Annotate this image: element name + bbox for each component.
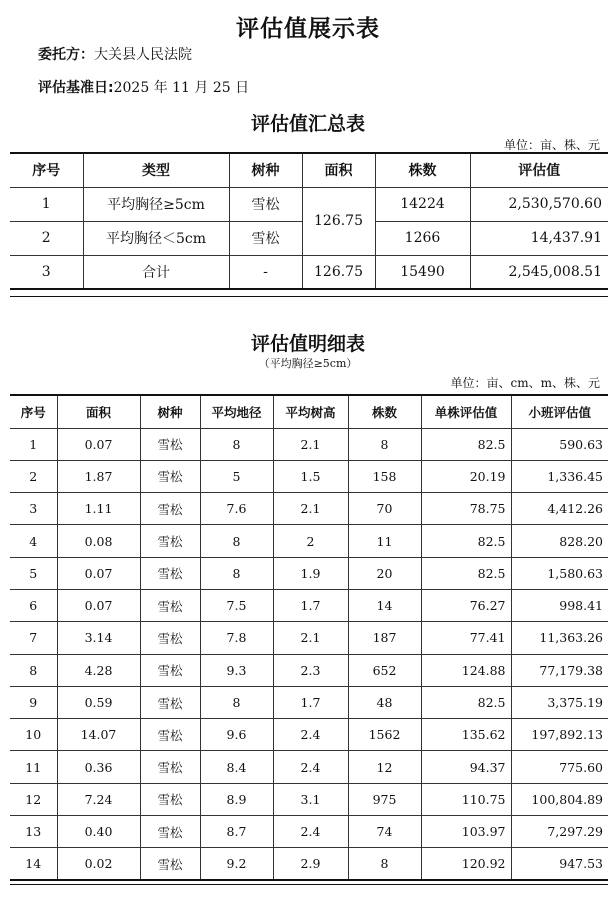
- detail-cell-no: 10: [10, 719, 57, 751]
- detail-header-area: 面积: [57, 395, 140, 428]
- detail-cell-no: 9: [10, 686, 57, 718]
- summary-unit: 单位：亩、株、元: [503, 138, 600, 152]
- summary-cell-area-merged: 126.75: [302, 187, 375, 255]
- client-value: 大关县人民法院: [94, 47, 192, 63]
- detail-cell-area: 4.28: [57, 654, 140, 686]
- summary-header-type: 类型: [83, 153, 229, 187]
- detail-cell-species: 雪松: [140, 622, 200, 654]
- detail-cell-count: 14: [348, 589, 421, 621]
- detail-cell-plot-value: 197,892.13: [511, 719, 608, 751]
- summary-header-species: 树种: [229, 153, 302, 187]
- detail-row: [10, 493, 608, 525]
- detail-header-row: [10, 395, 608, 428]
- detail-cell-ground-diameter: 7.6: [200, 493, 273, 525]
- detail-cell-species: 雪松: [140, 686, 200, 718]
- detail-row: [10, 460, 608, 492]
- detail-cell-unit-value: 135.62: [421, 719, 511, 751]
- detail-cell-no: 6: [10, 589, 57, 621]
- detail-row: [10, 557, 608, 589]
- summary-title: 评估值汇总表: [250, 113, 365, 135]
- detail-cell-ground-diameter: 7.5: [200, 589, 273, 621]
- detail-cell-plot-value: 1,336.45: [511, 460, 608, 492]
- detail-cell-plot-value: 998.41: [511, 589, 608, 621]
- detail-cell-unit-value: 124.88: [421, 654, 511, 686]
- detail-cell-count: 975: [348, 783, 421, 815]
- summary-total-type: 合计: [83, 255, 229, 289]
- summary-cell-species: 雪松: [229, 221, 302, 255]
- summary-header-value: 评估值: [470, 153, 608, 187]
- detail-cell-area: 0.07: [57, 557, 140, 589]
- detail-cell-no: 7: [10, 622, 57, 654]
- detail-double-rule: [10, 884, 608, 885]
- detail-cell-species: 雪松: [140, 751, 200, 783]
- detail-cell-area: 0.07: [57, 428, 140, 460]
- summary-cell-type: 平均胸径≥5cm: [83, 187, 229, 221]
- detail-cell-height: 2.4: [273, 816, 348, 848]
- detail-cell-no: 11: [10, 751, 57, 783]
- detail-cell-ground-diameter: 8.9: [200, 783, 273, 815]
- detail-row: [10, 428, 608, 460]
- detail-cell-area: 0.40: [57, 816, 140, 848]
- detail-cell-species: 雪松: [140, 493, 200, 525]
- summary-total-area: 126.75: [302, 255, 375, 289]
- detail-cell-species: 雪松: [140, 783, 200, 815]
- detail-cell-area: 0.07: [57, 589, 140, 621]
- detail-cell-area: 0.36: [57, 751, 140, 783]
- detail-cell-plot-value: 947.53: [511, 848, 608, 880]
- detail-cell-height: 2.1: [273, 428, 348, 460]
- detail-header-count: 株数: [348, 395, 421, 428]
- detail-row: [10, 848, 608, 880]
- detail-cell-count: 158: [348, 460, 421, 492]
- detail-cell-no: 8: [10, 654, 57, 686]
- detail-cell-count: 48: [348, 686, 421, 718]
- detail-cell-height: 2.4: [273, 719, 348, 751]
- detail-cell-plot-value: 100,804.89: [511, 783, 608, 815]
- detail-cell-height: 2.9: [273, 848, 348, 880]
- detail-cell-area: 1.11: [57, 493, 140, 525]
- detail-cell-plot-value: 828.20: [511, 525, 608, 557]
- detail-body: [10, 428, 608, 880]
- detail-cell-ground-diameter: 5: [200, 460, 273, 492]
- detail-cell-unit-value: 103.97: [421, 816, 511, 848]
- detail-cell-ground-diameter: 9.3: [200, 654, 273, 686]
- basedate-label: 评估基准日:: [38, 80, 114, 96]
- detail-cell-unit-value: 120.92: [421, 848, 511, 880]
- summary-header-no: 序号: [10, 153, 83, 187]
- detail-cell-ground-diameter: 8: [200, 525, 273, 557]
- detail-cell-no: 1: [10, 428, 57, 460]
- detail-row: [10, 751, 608, 783]
- summary-cell-no: 2: [10, 221, 83, 255]
- detail-cell-species: 雪松: [140, 589, 200, 621]
- detail-cell-height: 1.5: [273, 460, 348, 492]
- detail-cell-ground-diameter: 8: [200, 686, 273, 718]
- detail-cell-species: 雪松: [140, 719, 200, 751]
- detail-cell-species: 雪松: [140, 460, 200, 492]
- summary-cell-species: 雪松: [229, 187, 302, 221]
- summary-total-species: -: [229, 255, 302, 289]
- detail-row: [10, 654, 608, 686]
- detail-cell-height: 1.7: [273, 686, 348, 718]
- basedate-line: [38, 77, 249, 97]
- detail-row: [10, 816, 608, 848]
- detail-row: [10, 589, 608, 621]
- detail-cell-height: 3.1: [273, 783, 348, 815]
- detail-header-species: 树种: [140, 395, 200, 428]
- detail-header-ground-diameter: 平均地径: [200, 395, 273, 428]
- detail-cell-count: 74: [348, 816, 421, 848]
- summary-table: [10, 152, 608, 290]
- summary-total-row: [10, 255, 608, 289]
- detail-cell-ground-diameter: 8: [200, 557, 273, 589]
- detail-cell-no: 12: [10, 783, 57, 815]
- detail-cell-unit-value: 82.5: [421, 557, 511, 589]
- detail-header-no: 序号: [10, 395, 57, 428]
- detail-cell-unit-value: 77.41: [421, 622, 511, 654]
- client-label: 委托方：: [38, 47, 94, 63]
- detail-cell-count: 8: [348, 848, 421, 880]
- detail-cell-ground-diameter: 9.2: [200, 848, 273, 880]
- detail-cell-unit-value: 82.5: [421, 525, 511, 557]
- detail-cell-species: 雪松: [140, 557, 200, 589]
- detail-note: （平均胸径≥5cm）: [258, 357, 358, 370]
- summary-cell-type: 平均胸径＜5cm: [83, 221, 229, 255]
- detail-cell-count: 11: [348, 525, 421, 557]
- detail-cell-ground-diameter: 8: [200, 428, 273, 460]
- detail-cell-area: 3.14: [57, 622, 140, 654]
- detail-row: [10, 783, 608, 815]
- summary-total-value: 2,545,008.51: [470, 255, 608, 289]
- client-line: [38, 44, 192, 64]
- detail-cell-no: 14: [10, 848, 57, 880]
- summary-double-rule: [10, 296, 608, 297]
- detail-cell-plot-value: 1,580.63: [511, 557, 608, 589]
- detail-cell-no: 3: [10, 493, 57, 525]
- detail-cell-count: 1562: [348, 719, 421, 751]
- detail-cell-unit-value: 94.37: [421, 751, 511, 783]
- detail-header-plot-value: 小班评估值: [511, 395, 608, 428]
- detail-row: [10, 719, 608, 751]
- detail-cell-area: 0.02: [57, 848, 140, 880]
- summary-cell-value: 2,530,570.60: [470, 187, 608, 221]
- detail-cell-count: 8: [348, 428, 421, 460]
- detail-unit: 单位：亩、cm、m、株、元: [450, 376, 600, 390]
- summary-cell-count: 1266: [375, 221, 470, 255]
- detail-cell-ground-diameter: 8.7: [200, 816, 273, 848]
- detail-cell-height: 2.1: [273, 493, 348, 525]
- detail-cell-area: 7.24: [57, 783, 140, 815]
- detail-cell-plot-value: 7,297.29: [511, 816, 608, 848]
- summary-total-count: 15490: [375, 255, 470, 289]
- detail-cell-unit-value: 76.27: [421, 589, 511, 621]
- detail-cell-count: 20: [348, 557, 421, 589]
- detail-cell-count: 652: [348, 654, 421, 686]
- summary-header-area: 面积: [302, 153, 375, 187]
- detail-cell-height: 1.9: [273, 557, 348, 589]
- summary-cell-no: 1: [10, 187, 83, 221]
- detail-cell-ground-diameter: 8.4: [200, 751, 273, 783]
- detail-cell-count: 187: [348, 622, 421, 654]
- detail-cell-ground-diameter: 7.8: [200, 622, 273, 654]
- detail-cell-no: 13: [10, 816, 57, 848]
- detail-cell-plot-value: 77,179.38: [511, 654, 608, 686]
- detail-cell-unit-value: 20.19: [421, 460, 511, 492]
- summary-header-count: 株数: [375, 153, 470, 187]
- detail-header-height: 平均树高: [273, 395, 348, 428]
- detail-cell-no: 5: [10, 557, 57, 589]
- detail-cell-species: 雪松: [140, 654, 200, 686]
- page-title: 评估值展示表: [236, 16, 380, 42]
- detail-cell-area: 14.07: [57, 719, 140, 751]
- detail-cell-unit-value: 82.5: [421, 686, 511, 718]
- detail-header-unit-value: 单株评估值: [421, 395, 511, 428]
- detail-cell-height: 2: [273, 525, 348, 557]
- detail-cell-species: 雪松: [140, 816, 200, 848]
- detail-cell-unit-value: 110.75: [421, 783, 511, 815]
- detail-cell-species: 雪松: [140, 848, 200, 880]
- detail-cell-species: 雪松: [140, 428, 200, 460]
- detail-cell-no: 2: [10, 460, 57, 492]
- detail-cell-unit-value: 78.75: [421, 493, 511, 525]
- detail-cell-species: 雪松: [140, 525, 200, 557]
- detail-cell-area: 0.59: [57, 686, 140, 718]
- detail-cell-ground-diameter: 9.6: [200, 719, 273, 751]
- detail-row: [10, 525, 608, 557]
- detail-cell-plot-value: 775.60: [511, 751, 608, 783]
- detail-cell-area: 1.87: [57, 460, 140, 492]
- detail-title: 评估值明细表: [250, 333, 365, 355]
- detail-cell-plot-value: 590.63: [511, 428, 608, 460]
- detail-cell-plot-value: 11,363.26: [511, 622, 608, 654]
- detail-row: [10, 686, 608, 718]
- detail-cell-unit-value: 82.5: [421, 428, 511, 460]
- summary-cell-value: 14,437.91: [470, 221, 608, 255]
- detail-cell-count: 70: [348, 493, 421, 525]
- detail-cell-height: 1.7: [273, 589, 348, 621]
- detail-row: [10, 622, 608, 654]
- summary-row: [10, 187, 608, 221]
- detail-cell-height: 2.1: [273, 622, 348, 654]
- detail-cell-height: 2.4: [273, 751, 348, 783]
- detail-cell-height: 2.3: [273, 654, 348, 686]
- detail-cell-count: 12: [348, 751, 421, 783]
- basedate-value: 2025 年 11 月 25 日: [113, 80, 250, 96]
- detail-table: [10, 394, 608, 881]
- summary-total-no: 3: [10, 255, 83, 289]
- detail-cell-plot-value: 3,375.19: [511, 686, 608, 718]
- detail-cell-no: 4: [10, 525, 57, 557]
- detail-cell-area: 0.08: [57, 525, 140, 557]
- detail-cell-plot-value: 4,412.26: [511, 493, 608, 525]
- summary-cell-count: 14224: [375, 187, 470, 221]
